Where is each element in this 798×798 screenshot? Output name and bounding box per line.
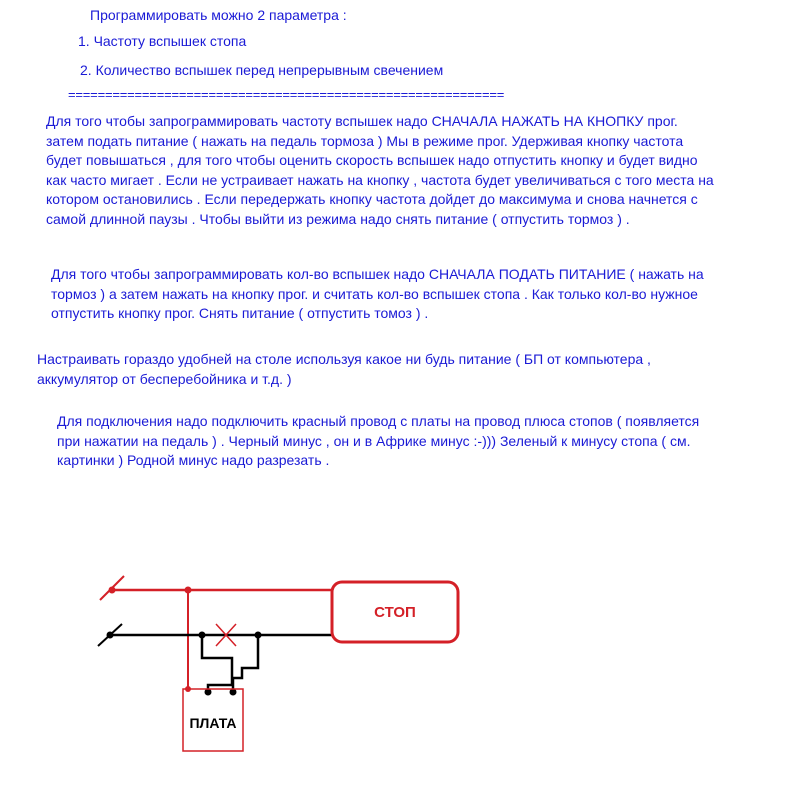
- control-board: [183, 689, 243, 751]
- black-branch-right: [233, 635, 258, 692]
- red-wire-end-dot: [109, 587, 116, 594]
- stop-lamp-label: СТОП: [374, 604, 416, 621]
- paragraph-line: самой длинной паузы . Чтобы выйти из режима надо снять питание ( отпустить тормоз ) .: [46, 210, 630, 227]
- black-wire-group: [98, 624, 332, 696]
- paragraph-count: [51, 265, 704, 324]
- black-branch-left: [202, 635, 232, 692]
- paragraph-line: аккумулятор от бесперебойника и т.д. ): [37, 370, 292, 387]
- stop-lamp: [332, 582, 458, 642]
- paragraph-line: как часто мигает . Если не устраивает нажать на кнопку , частота будет увеличиваться с того места на: [46, 171, 714, 188]
- black-junction-dot: [255, 632, 262, 639]
- paragraph-line: затем подать питание ( нажать на педаль тормоза ) Мы в режиме прог. Удерживая кнопку частота: [46, 132, 684, 149]
- paragraph-line: Для того чтобы запрограммировать частоту вспышек надо СНАЧАЛА НАЖАТЬ НА КНОПКУ прог.: [46, 113, 678, 129]
- paragraph-line: Для того чтобы запрограммировать кол-во вспышек надо СНАЧАЛА ПОДАТЬ ПИТАНИЕ ( нажать на: [51, 266, 704, 282]
- intro-item-count: 2. Количество вспышек перед непрерывным свечением: [80, 62, 444, 78]
- paragraph-line: котором остановились . Если передержать кнопку частота дойдет до максимума и снова начнется с: [46, 191, 698, 207]
- paragraph-line: будет повышаться , для того чтобы оценить скорость вспышек надо отпустить кнопку и будет видно: [46, 152, 698, 168]
- paragraph-line: Настраивать гораздо удобней на столе используя какое ни будь питание ( БП от компьютера ,: [37, 351, 651, 367]
- separator-line: ===========================================================: [68, 87, 505, 102]
- control-board-label: ПЛАТА: [189, 715, 237, 731]
- paragraph-line: тормоз ) а затем нажать на кнопку прог. и считать кол-во вспышек стопа . Как только кол-во нужное: [51, 285, 698, 302]
- paragraph-line: отпустить кнопку прог. Снять питание ( отпустить томоз ) .: [51, 305, 429, 321]
- intro-item-frequency: 1. Частоту вспышек стопа: [78, 33, 247, 49]
- black-wire-end-dot: [107, 632, 114, 639]
- paragraph-wiring: [57, 412, 699, 471]
- red-junction-dot: [185, 587, 192, 594]
- intro-heading: Программировать можно 2 параметра :: [90, 7, 347, 23]
- black-junction-dot: [199, 632, 206, 639]
- wiring-diagram: [0, 560, 798, 798]
- paragraph-line: при нажатии на педаль ) . Черный минус , он и в Африке минус :-))) Зеленый к минусу стопа ( см.: [57, 432, 691, 449]
- paragraph-bench: [37, 350, 651, 389]
- paragraph-frequency: [46, 112, 714, 229]
- paragraph-line: картинки ) Родной минус надо разрезать .: [57, 452, 330, 468]
- paragraph-line: Для подключения надо подключить красный провод с платы на провод плюса стопов ( появляется: [57, 413, 700, 429]
